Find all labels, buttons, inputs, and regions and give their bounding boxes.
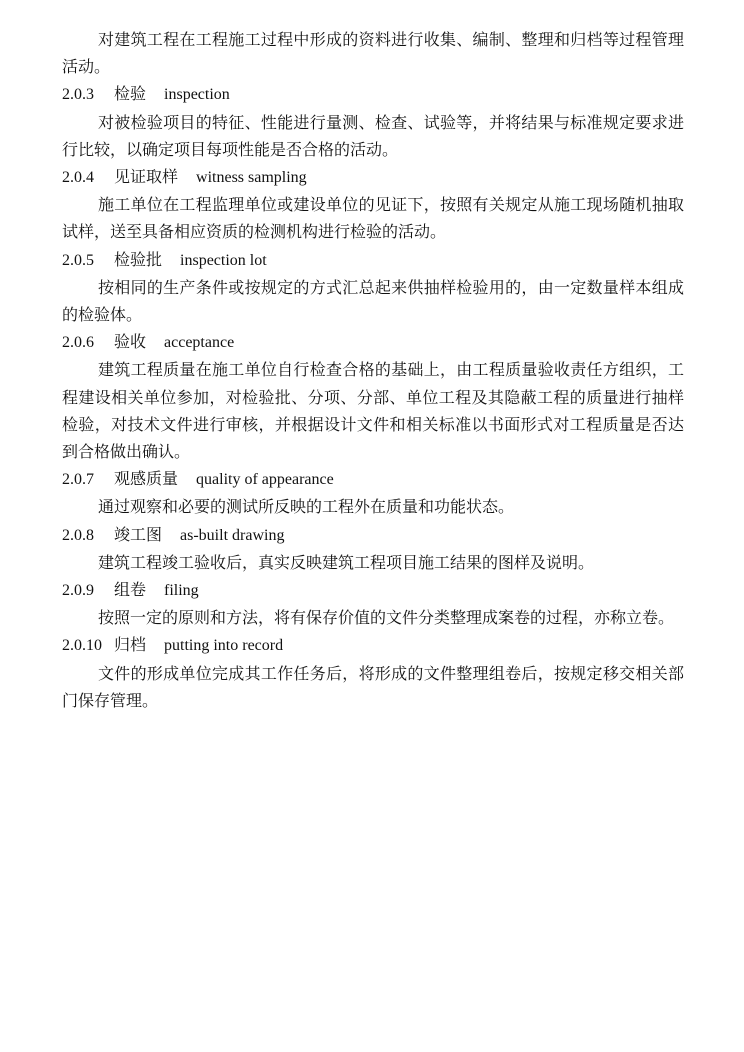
term-entry-2-0-7 xyxy=(62,465,684,520)
term-entry-2-0-3 xyxy=(62,80,684,163)
term-chinese: 验收 xyxy=(114,332,147,352)
term-definition: 通过观察和必要的测试所反映的工程外在质量和功能状态。 xyxy=(98,497,515,517)
term-heading xyxy=(62,246,684,274)
term-chinese: 见证取样 xyxy=(114,167,179,187)
term-chinese: 观感质量 xyxy=(114,469,179,489)
term-english: filing xyxy=(164,582,199,600)
term-number: 2.0.4 xyxy=(62,169,94,187)
term-chinese: 检验批 xyxy=(114,249,163,269)
term-heading xyxy=(62,328,684,356)
term-definition: 建筑工程质量在施工单位自行检查合格的基础上，由工程质量验收责任方组织，工程建设相关单位参加，对检验批、分项、分部、单位工程及其隐蔽工程的质量进行抽样检验，对技术文件进行审核，并根据设计文件和相关标准以书面形式对工程质量是否达到合格做出确认。 xyxy=(62,360,684,462)
document-page xyxy=(62,26,684,714)
term-english: inspection xyxy=(164,86,230,104)
term-entry-2-0-5 xyxy=(62,246,684,329)
term-number: 2.0.9 xyxy=(62,582,94,600)
term-entry-2-0-8 xyxy=(62,521,684,576)
term-heading xyxy=(62,80,684,108)
term-heading xyxy=(62,631,684,659)
term-number: 2.0.10 xyxy=(62,637,102,655)
term-heading xyxy=(62,576,684,604)
term-english: putting into record xyxy=(164,637,284,655)
term-english: quality of appearance xyxy=(196,471,334,489)
term-definition: 建筑工程竣工验收后，真实反映建筑工程项目施工结果的图样及说明。 xyxy=(98,552,595,572)
term-chinese: 归档 xyxy=(114,635,147,655)
term-english: as-built drawing xyxy=(180,526,285,544)
term-entry-2-0-9 xyxy=(62,576,684,631)
term-chinese: 组卷 xyxy=(114,580,147,600)
term-definition: 施工单位在工程监理单位或建设单位的见证下，按照有关规定从施工现场随机抽取试样，送至具备相应资质的检测机构进行检验的活动。 xyxy=(62,195,684,242)
term-heading xyxy=(62,465,684,493)
term-number: 2.0.8 xyxy=(62,526,94,544)
term-english: witness sampling xyxy=(196,169,307,187)
term-chinese: 检验 xyxy=(114,84,147,104)
term-english: inspection lot xyxy=(180,251,267,269)
term-definition: 文件的形成单位完成其工作任务后，将形成的文件整理组卷后，按规定移交相关部门保存管理。 xyxy=(62,663,684,710)
term-number: 2.0.7 xyxy=(62,471,94,489)
term-number: 2.0.3 xyxy=(62,86,94,104)
term-definition: 按照一定的原则和方法，将有保存价值的文件分类整理成案卷的过程，亦称立卷。 xyxy=(98,608,675,628)
term-heading xyxy=(62,163,684,191)
intro-paragraph: 对建筑工程在工程施工过程中形成的资料进行收集、编制、整理和归档等过程管理活动。 xyxy=(62,30,684,77)
term-number: 2.0.5 xyxy=(62,251,94,269)
term-entry-2-0-6 xyxy=(62,328,684,465)
term-chinese: 竣工图 xyxy=(114,524,163,544)
term-number: 2.0.6 xyxy=(62,334,94,352)
term-english: acceptance xyxy=(164,334,235,352)
term-entry-2-0-10 xyxy=(62,631,684,714)
term-heading xyxy=(62,521,684,549)
term-definition: 按相同的生产条件或按规定的方式汇总起来供抽样检验用的，由一定数量样本组成的检验体。 xyxy=(62,277,684,325)
term-definition: 对被检验项目的特征、性能进行量测、检查、试验等，并将结果与标准规定要求进行比较，以确定项目每项性能是否合格的活动。 xyxy=(62,112,684,159)
term-entry-2-0-4 xyxy=(62,163,684,246)
